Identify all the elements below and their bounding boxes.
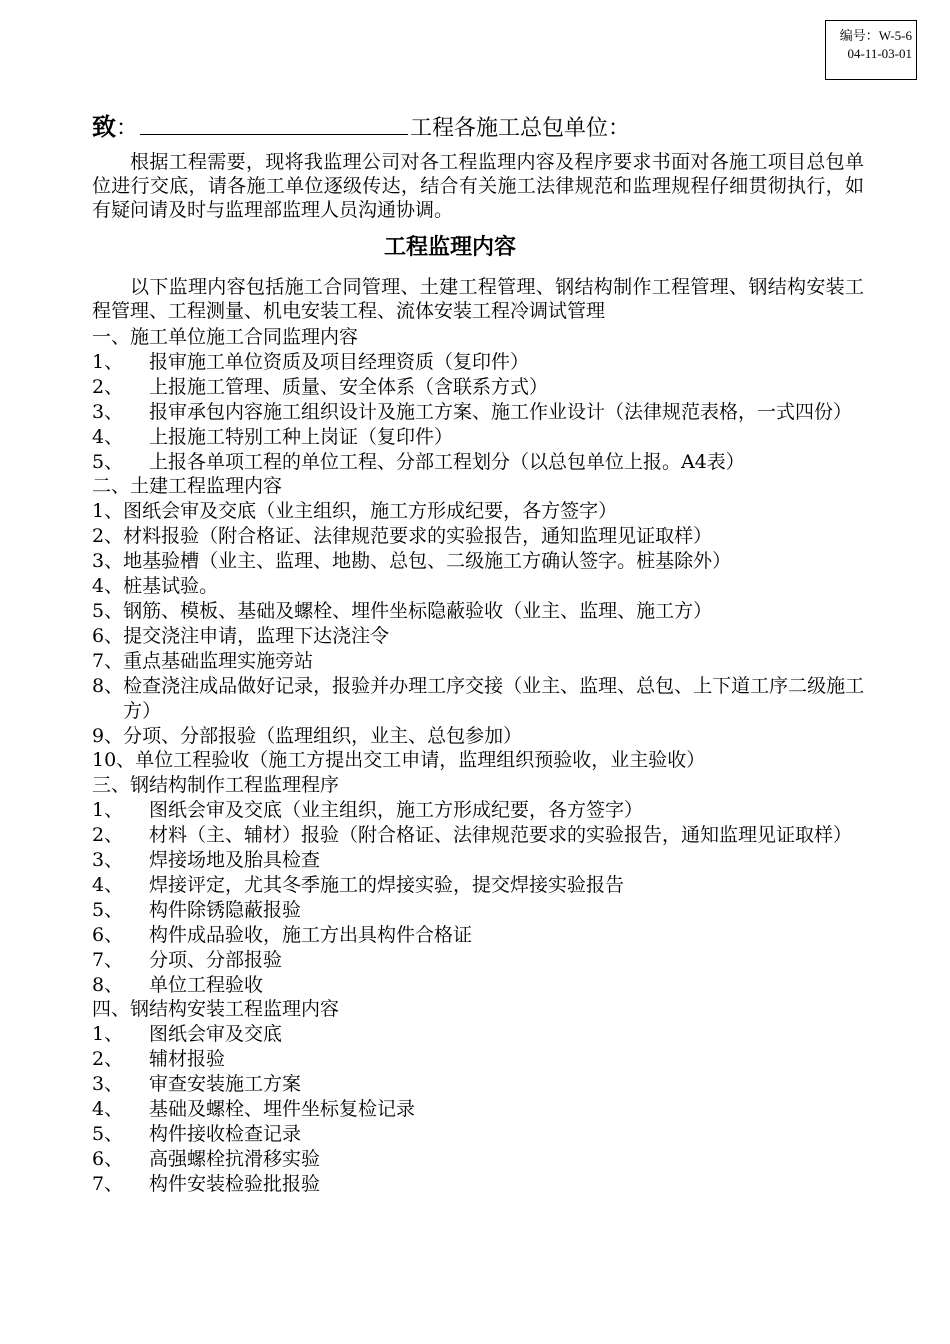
list-item-text: 材料（主、辅材）报验（附合格证、法律规范要求的实验报告，通知监理见证取样） (149, 824, 853, 847)
list-item-text: 报审承包内容施工组织设计及施工方案、施工作业设计（法律规范表格，一式四份） (149, 400, 853, 423)
list-item (92, 724, 867, 749)
list-item-text: 材料报验（附合格证、法律规范要求的实验报告，通知监理见证取样） (123, 525, 713, 548)
list-item-text: 提交浇注申请，监理下达浇注令 (123, 624, 390, 647)
addressee-blank (140, 112, 408, 135)
list-item-text: 构件安装检验批报验 (149, 1172, 321, 1195)
section-heading: 三、钢结构制作工程监理程序 (92, 774, 340, 797)
list-item-text: 高强螺栓抗滑移实验 (149, 1147, 321, 1170)
list-item-number: 4、 (92, 575, 124, 598)
list-item-number: 2、 (92, 824, 124, 847)
list-item-text: 单位工程验收（施工方提出交工申请，监理组织预验收，业主验收） (135, 749, 706, 772)
list-item (92, 499, 867, 524)
list-item (92, 674, 867, 724)
list-item (92, 948, 867, 973)
list-item-number: 3、 (92, 1073, 124, 1096)
scope-paragraph: 以下监理内容包括施工合同管理、土建工程管理、钢结构制作工程管理、钢结构安装工程管理、工程测量、机电安装工程、流体安装工程冷调试管理 (92, 276, 864, 322)
list-item-number: 1、 (92, 500, 124, 523)
list-item-number: 4、 (92, 1098, 124, 1121)
list-item-text: 构件成品验收，施工方出具构件合格证 (149, 923, 473, 946)
list-item-text: 构件除锈隐蔽报验 (149, 898, 302, 921)
list-item-text: 重点基础监理实施旁站 (123, 649, 314, 672)
list-item-number: 8、 (92, 973, 124, 996)
document-code-box (825, 20, 917, 80)
list-item-number: 1、 (92, 350, 124, 373)
list-item-number: 9、 (92, 724, 124, 747)
list-item-text: 审查安装施工方案 (149, 1073, 302, 1096)
list-item-number: 5、 (92, 898, 124, 921)
list-item-number: 7、 (92, 948, 124, 971)
list-item-number: 8、 (92, 674, 124, 697)
section-heading: 四、钢结构安装工程监理内容 (92, 998, 340, 1021)
list-item-number: 4、 (92, 425, 124, 448)
section-heading: 二、土建工程监理内容 (92, 475, 283, 498)
list-item-number: 3、 (92, 849, 124, 872)
document-number: 编号：W-5-6 (839, 28, 912, 43)
list-item (92, 375, 867, 400)
section-heading: 一、施工单位施工合同监理内容 (92, 326, 359, 348)
list-item-number: 5、 (92, 450, 124, 473)
list-item-text: 构件接收检查记录 (149, 1123, 302, 1145)
list-item-text: 焊接场地及胎具检查 (149, 849, 321, 872)
list-item (92, 1172, 867, 1197)
list-item (92, 400, 867, 425)
list-item (92, 923, 867, 948)
list-item-text: 上报施工管理、质量、安全体系（含联系方式） (149, 375, 549, 398)
list-item-number: 6、 (92, 923, 124, 946)
list-item-text: 检查浇注成品做好记录，报验并办理工序交接（业主、监理、总包、上下道工序二级施工方） (123, 674, 865, 722)
list-item (92, 549, 867, 574)
intro-paragraph: 根据工程需要，现将我监理公司对各工程监理内容及程序要求书面对各施工项目总包单位进行交底，请各施工单位逐级传达，结合有关施工法律规范和监理规程仔细贯彻执行，如有疑问请及时与监理部监理人员沟通协调。 (92, 151, 864, 221)
addressee-label: 致 (92, 112, 116, 141)
list-item-text: 分项、分部报验 (149, 948, 283, 971)
list-item (92, 574, 867, 599)
list-item-text: 基础及螺栓、埋件坐标复检记录 (149, 1098, 416, 1121)
list-item-number: 7、 (92, 649, 124, 672)
list-item (92, 599, 867, 624)
list-item-number: 2、 (92, 1048, 124, 1071)
document-title: 工程监理内容 (383, 234, 516, 260)
list-item (92, 524, 867, 549)
list-item-text: 上报各单项工程的单位工程、分部工程划分（以总包单位上报。A4表） (149, 450, 745, 473)
list-item-number: 7、 (92, 1172, 124, 1195)
list-item-number: 2、 (92, 525, 124, 548)
list-item (92, 873, 867, 898)
list-item-text: 上报施工特别工种上岗证（复印件） (149, 425, 454, 448)
list-item-text: 桩基试验。 (123, 575, 219, 598)
list-item (92, 848, 867, 873)
addressee-line (92, 110, 630, 146)
list-item (92, 973, 867, 998)
document-code: 04-11-03-01 (847, 46, 912, 61)
list-item (92, 798, 867, 823)
list-item (92, 823, 867, 848)
list-item-number: 6、 (92, 1147, 124, 1170)
list-item-text: 图纸会审及交底（业主组织，施工方形成纪要，各方签字） (123, 500, 618, 523)
list-item-number: 4、 (92, 873, 124, 896)
list-item (92, 1122, 867, 1147)
list-item-number: 1、 (92, 1023, 124, 1046)
list-item-number: 3、 (92, 400, 124, 423)
list-item-text: 钢筋、模板、基础及螺栓、埋件坐标隐蔽验收（业主、监理、施工方） (123, 599, 713, 622)
list-item (92, 649, 867, 674)
list-item-text: 图纸会审及交底 (149, 1023, 283, 1046)
list-item (92, 1022, 867, 1047)
list-item-number: 5、 (92, 599, 124, 622)
list-item-text: 焊接评定，尤其冬季施工的焊接实验，提交焊接实验报告 (149, 873, 625, 896)
list-item-number: 5、 (92, 1123, 124, 1145)
list-item (92, 624, 867, 649)
addressee-colon: ： (116, 116, 139, 141)
list-item-number: 3、 (92, 550, 124, 573)
list-item (92, 898, 867, 923)
addressee-suffix: 工程各施工总包单位： (410, 116, 631, 141)
list-item-text: 图纸会审及交底（业主组织，施工方形成纪要，各方签字） (149, 799, 644, 822)
list-item-number: 2、 (92, 375, 124, 398)
list-item (92, 1097, 867, 1122)
list-item-text: 分项、分部报验（监理组织，业主、总包参加） (123, 724, 523, 747)
list-item (92, 350, 867, 375)
list-item-number: 1、 (92, 799, 124, 822)
list-item-text: 单位工程验收 (149, 973, 264, 996)
list-item-number: 10、 (92, 749, 136, 772)
supervision-list (92, 325, 867, 1197)
list-item-text: 地基验槽（业主、监理、地勘、总包、二级施工方确认签字。桩基除外） (123, 550, 732, 573)
list-item-text: 报审施工单位资质及项目经理资质（复印件） (149, 350, 530, 373)
list-item-number: 6、 (92, 624, 124, 647)
list-item (92, 425, 867, 450)
list-item (92, 450, 867, 475)
list-item (92, 1072, 867, 1097)
list-item (92, 1047, 867, 1072)
list-item-text: 辅材报验 (149, 1048, 226, 1071)
list-item (92, 748, 867, 773)
list-item (92, 1147, 867, 1172)
